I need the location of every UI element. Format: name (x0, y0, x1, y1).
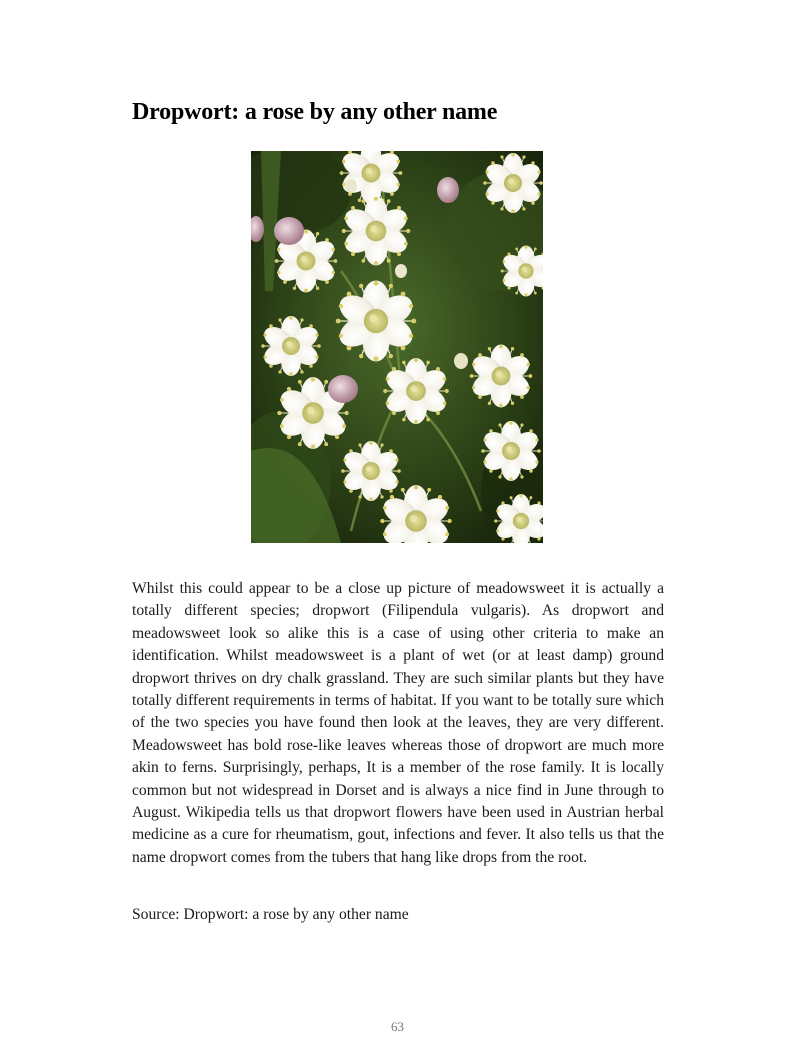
dropwort-flower-photo (251, 151, 543, 543)
source-citation: Source: Dropwort: a rose by any other name (132, 906, 409, 923)
article-body: Whilst this could appear to be a close up picture of meadowsweet it is actually a totally different species; dropwort (Filipendula vulgaris). As dropwort and meadowsweet look so alike this is a case of using other criteria to make an identification. Whilst meadowsweet is a plant of wet (or at least damp) ground dropwort thrives on dry chalk grassland. They are such similar plants but they have totally different requirements in terms of habitat. If you want to be totally sure which of the two species you have found then look at the leaves, they are very different. Meadowsweet has bold rose-like leaves whereas those of dropwort are much more akin to ferns. Surprisingly, perhaps, It is a member of the rose family. It is locally common but not widespread in Dorset and is always a nice find in June through to August. Wikipedia tells us that dropwort flowers have been used in Austrian herbal medicine as a cure for rheumatism, gout, infections and fever. It also tells us that the name dropwort comes from the tubers that hang like drops from the root. (132, 580, 664, 866)
page-number: 63 (391, 1019, 404, 1034)
page-title: Dropwort: a rose by any other name (132, 99, 498, 125)
